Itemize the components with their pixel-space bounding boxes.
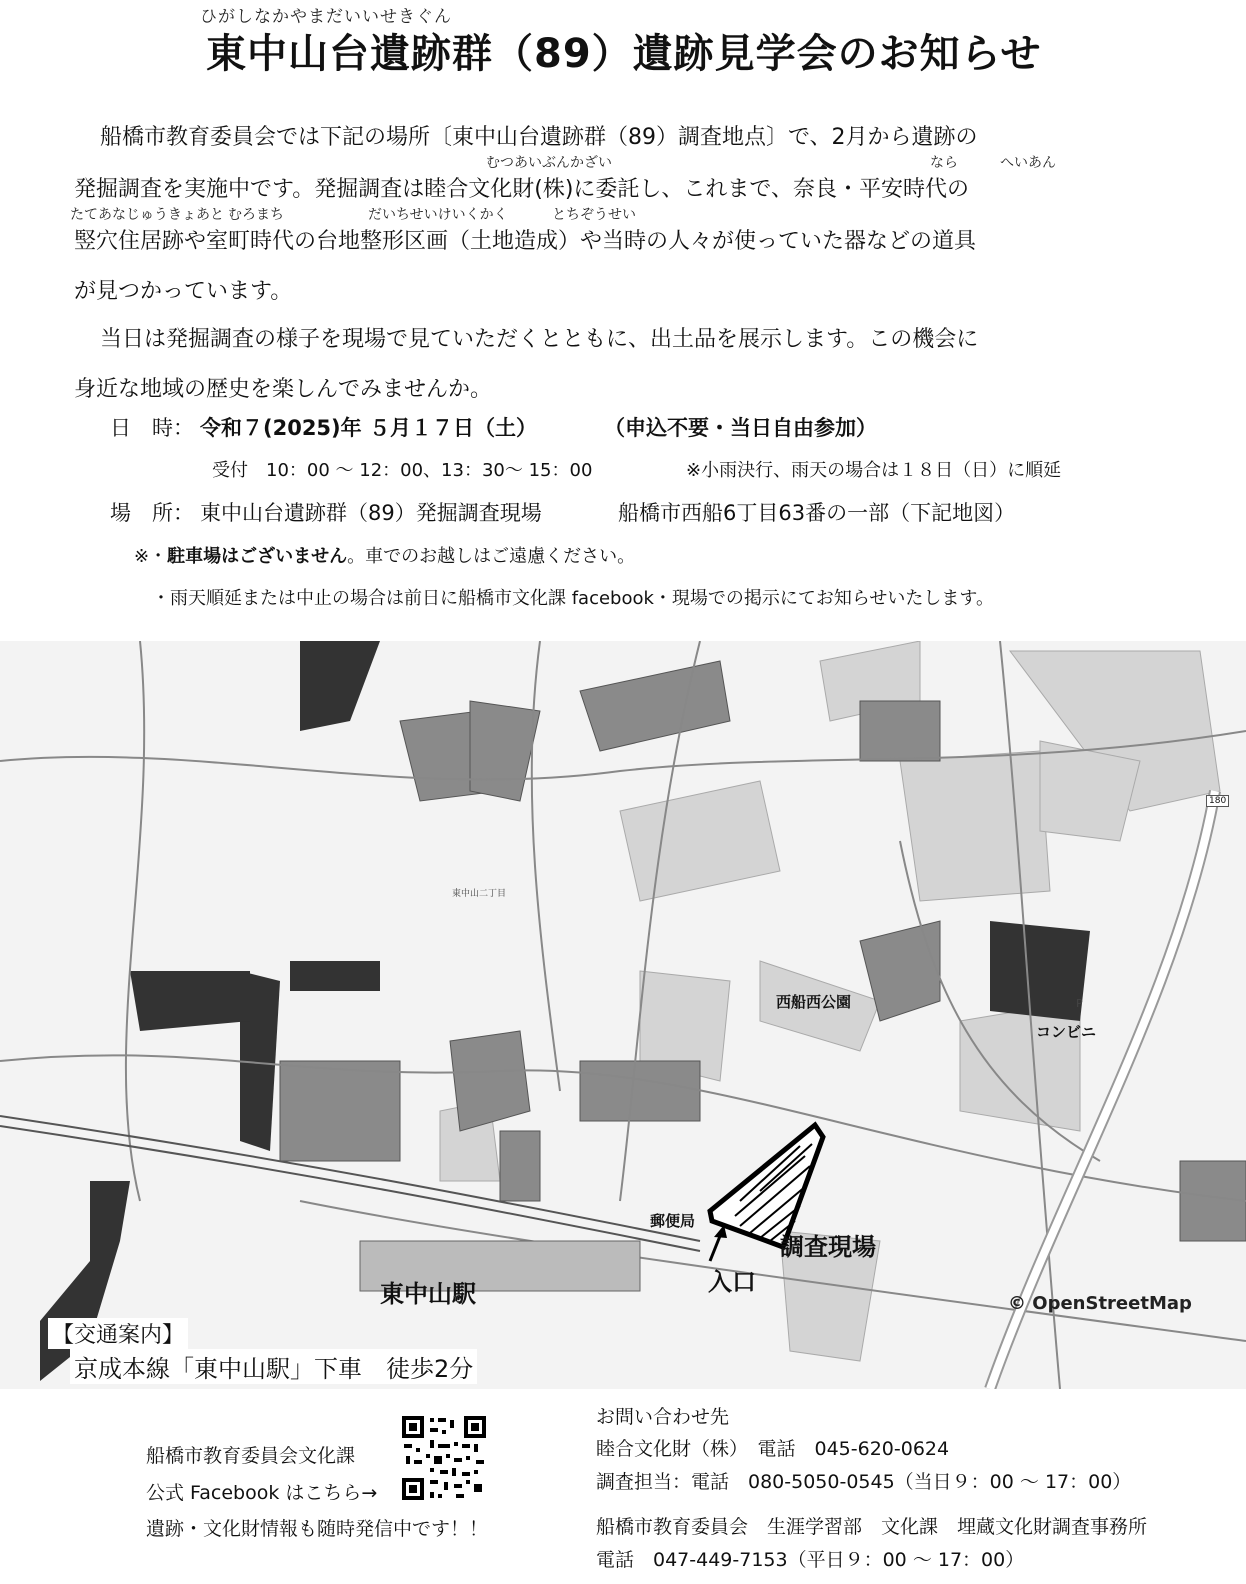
access-text: 京成本線「東中山駅」下車 徒歩2分 [70, 1349, 477, 1384]
reception-time: 受付 10：00 ～ 12：00、13：30～ 15：00 [212, 460, 593, 481]
place-label: 場 所： [110, 501, 194, 525]
map-entrance-label: 入口 [708, 1268, 756, 1296]
qr-code-icon [400, 1414, 488, 1502]
parking-rest: 。車でのお越しはご遠慮ください。 [347, 546, 636, 567]
intro-line-3: 竪穴住居跡や室町時代の台地整形区画（土地造成）や当時の人々が使っていた器などの道具 [74, 229, 977, 254]
contact-title: お問い合わせ先 [596, 1406, 730, 1428]
contact-company: 睦合文化財（株） 電話 045-620-0624 [596, 1438, 950, 1460]
date-note: （申込不要・当日自由参加） [604, 416, 877, 440]
parking-bold: 駐車場はございません [167, 546, 348, 567]
intro-line-6: 身近な地域の歴史を楽しんでみませんか。 [74, 377, 493, 402]
access-title: 【交通案内】 [48, 1318, 188, 1349]
ruby-mutsuai: むつあいぶんかざい [486, 155, 612, 171]
parking-note [134, 542, 635, 568]
map-conbini-label: コンビニ [1036, 1023, 1097, 1041]
footer-info-note: 遺跡・文化財情報も随時発信中です！！ [146, 1518, 489, 1540]
footer-facebook-label[interactable]: 公式 Facebook はこちら→ [146, 1482, 378, 1504]
map-station-label: 東中山駅 [380, 1280, 476, 1308]
map-park-label: 西船西公園 [776, 993, 852, 1011]
rain-notice: ・雨天順延または中止の場合は前日に船橋市文化課 facebook・現場での掲示にてお知らせいたします。 [152, 588, 994, 609]
map-post-office-label: 郵便局 [650, 1212, 696, 1230]
facebook-qr-code[interactable] [400, 1414, 488, 1502]
intro-line-1: 船橋市教育委員会では下記の場所〔東中山台遺跡群（89）調査地点〕で、2月から遺跡の [100, 125, 978, 150]
osm-credit[interactable]: © OpenStreetMap [1008, 1293, 1192, 1314]
map-route-marker: 180 [1206, 795, 1229, 807]
intro-line-2: 発掘調査を実施中です。発掘調査は睦合文化財(株)に委託し、これまで、奈良・平安時代の [74, 177, 969, 202]
date-value: 令和７(2025)年 ５月１７日（土） [200, 416, 537, 440]
map-drawing [0, 641, 1246, 1389]
footer-dept: 船橋市教育委員会文化課 [146, 1445, 356, 1467]
title-ruby: ひがしなかやまだいいせきぐん [200, 7, 452, 27]
place-address: 船橋市西船6丁目63番の一部（下記地図） [618, 501, 1016, 525]
ruby-tochi: とちぞうせい [552, 207, 636, 223]
site-map [0, 641, 1246, 1389]
date-label: 日 時： [110, 416, 194, 440]
contact-office: 船橋市教育委員会 生涯学習部 文化課 埋蔵文化財調査事務所 [596, 1516, 1148, 1538]
ruby-tateana: たてあなじゅうきょあと [70, 207, 224, 223]
parking-prefix: ※・ [134, 546, 168, 567]
ruby-heian: へいあん [1000, 155, 1056, 171]
ruby-daichi: だいちせいけいくかく [368, 207, 508, 223]
ruby-nara: なら [930, 155, 958, 171]
contact-office-phone: 電話 047-449-7153（平日９：00 ～ 17：00） [596, 1549, 1025, 1571]
contact-staff-phone: 調査担当：電話 080-5050-0545（当日９：00 ～ 17：00） [596, 1471, 1132, 1493]
map-site-label: 調査現場 [780, 1233, 876, 1261]
intro-line-4: が見つかっています。 [74, 279, 293, 304]
rain-note: ※小雨決行、雨天の場合は１８日（日）に順延 [686, 460, 1062, 481]
ruby-muromachi: むろまち [228, 207, 284, 223]
map-area-label: 東中山二丁目 [452, 889, 507, 899]
place-value: 東中山台遺跡群（89）発掘調査現場 [200, 501, 542, 525]
page-title: 東中山台遺跡群（89）遺跡見学会のお知らせ [206, 31, 1042, 77]
map-parking-mark: P [1076, 997, 1083, 1010]
intro-line-5: 当日は発掘調査の様子を現場で見ていただくとともに、出土品を展示します。この機会に [100, 327, 979, 352]
